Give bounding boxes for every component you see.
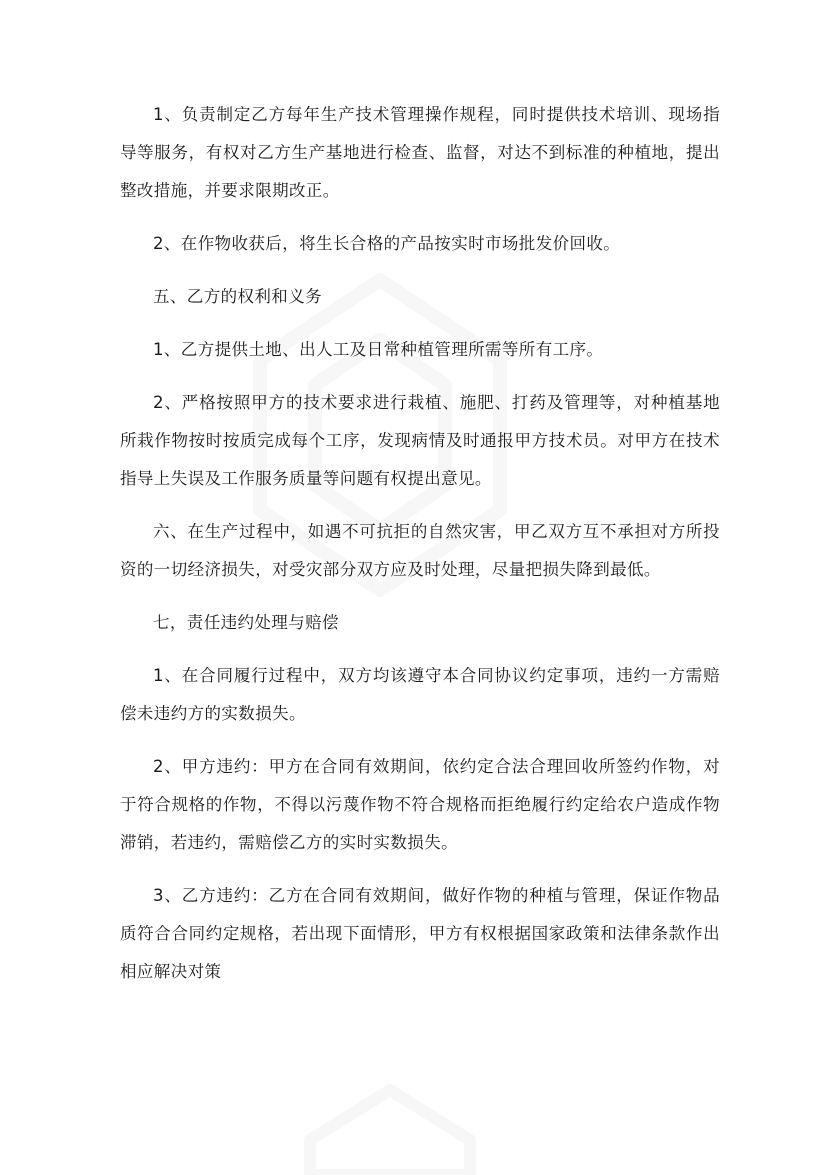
paragraph-breach-2: 2、甲方违约：甲方在合同有效期间，依约定合法合理回收所签约作物，对于符合规格的作物，不得以污蔑作物不符合规格而拒绝履行约定给农户造成作物滞销，若违约，需赔偿乙方的实时实数损失。 (120, 757, 720, 852)
section-6-force-majeure: 六、在生产过程中，如遇不可抗拒的自然灾害，甲乙双方互不承担对方所投资的一切经济损失，对受灾部分双方应及时处理，尽量把损失降到最低。 (120, 522, 720, 579)
paragraph-breach-3: 3、乙方违约：乙方在合同有效期间，做好作物的种植与管理，保证作物品质符合合同约定规格，若出现下面情形，甲方有权根据国家政策和法律条款作出相应解决对策 (120, 886, 720, 981)
document-body (120, 96, 720, 1006)
paragraph-duty-2: 2、在作物收获后，将生长合格的产品按实时市场批发价回收。 (153, 234, 621, 253)
paragraph-breach-1: 1、在合同履行过程中，双方均该遵守本合同协议约定事项，违约一方需赔偿未违约方的实数损失。 (120, 666, 720, 723)
paragraph-party-b-2: 2、严格按照甲方的技术要求进行栽植、施肥、打药及管理等，对种植基地所栽作物按时按质完成每个工序，发现病情及时通报甲方技术员。对甲方在技术指导上失误及工作服务质量等问题有权提出意见。 (120, 393, 720, 488)
section-heading-5: 五、乙方的权利和义务 (153, 287, 322, 306)
paragraph-duty-1: 1、负责制定乙方每年生产技术管理操作规程，同时提供技术培训、现场指导等服务，有权对乙方生产基地进行检查、监督，对达不到标准的种植地，提出整改措施，并要求限期改正。 (120, 105, 720, 200)
section-heading-7: 七，责任违约处理与赔偿 (153, 613, 339, 632)
paragraph-party-b-1: 1、乙方提供土地、出人工及日常种植管理所需等所有工序。 (153, 340, 604, 359)
watermark-graphic-bottom (300, 1080, 480, 1175)
